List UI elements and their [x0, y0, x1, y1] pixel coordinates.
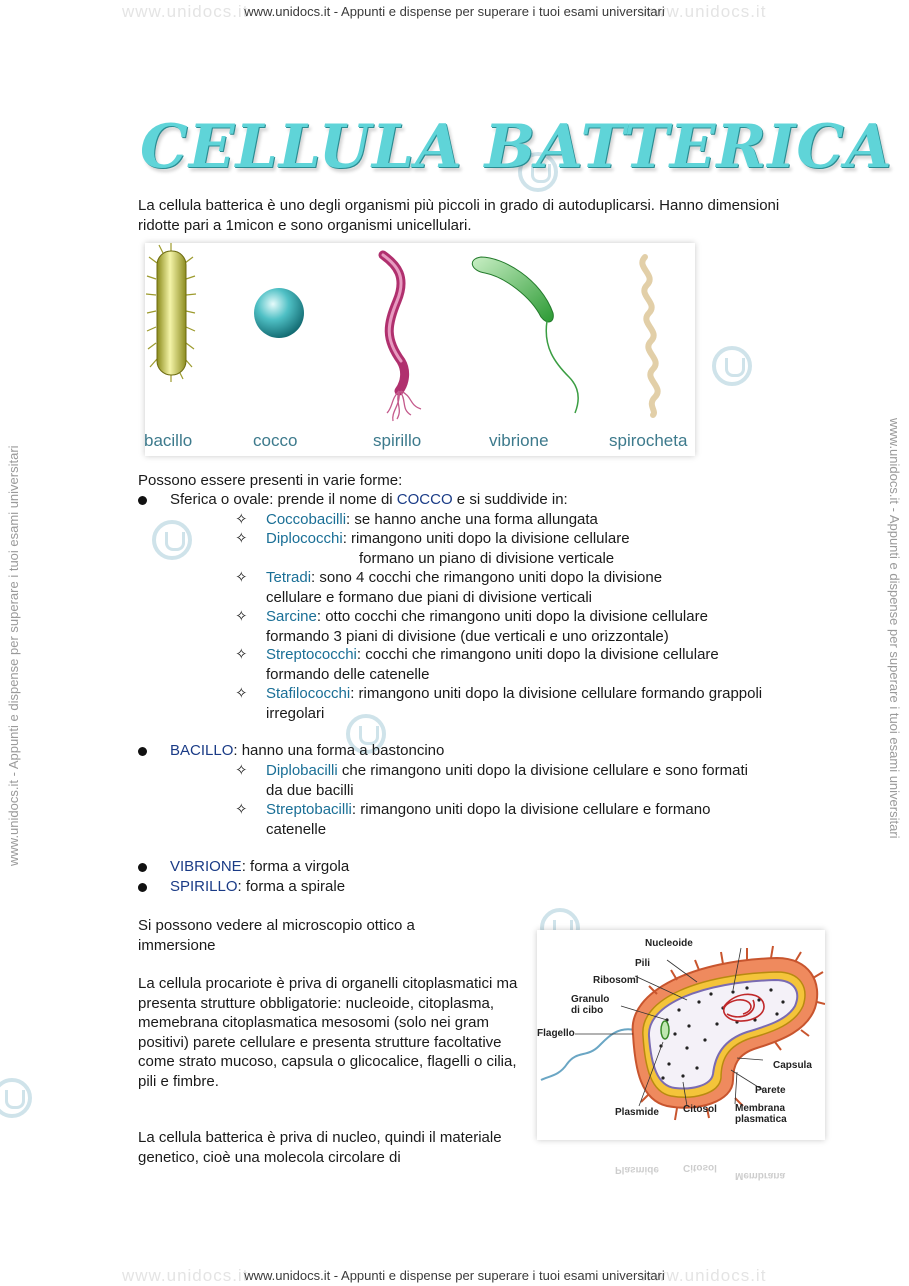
- right-side-watermark: www.unidocs.it - Appunti e dispense per superare i tuoi esami universitari: [887, 418, 902, 839]
- watermark-logo-icon: [0, 1078, 32, 1118]
- forms-intro: Possono essere presenti in varie forme:: [138, 472, 403, 489]
- label-pili: Pili: [635, 958, 651, 969]
- watermark-logo-icon: [152, 520, 192, 560]
- label-cocco: cocco: [253, 431, 298, 450]
- bacillo-shape: [146, 243, 196, 382]
- label-plasmide: Plasmide: [615, 1107, 659, 1118]
- bullet-dot: [138, 496, 147, 505]
- label-flagello: Flagello: [537, 1028, 575, 1039]
- label-granulo: Granulo di cibo: [571, 994, 610, 1016]
- cocco-shape: [254, 288, 304, 338]
- diagram-reflection: Plasmide Citosol Membrana: [615, 1162, 786, 1181]
- bullet-dot: [138, 883, 147, 892]
- intro-paragraph: La cellula batterica è uno degli organismi più piccoli in grado di autoduplicarsi. Hanno dimensioni ridotte pari a 1micon e sono organismi unicellulari.: [138, 197, 780, 234]
- label-citosol: Citosol: [683, 1104, 717, 1115]
- label-capsula: Capsula: [773, 1060, 812, 1071]
- header-watermark: www.unidocs.it - Appunti e dispense per superare i tuoi esami universitari: [244, 4, 665, 19]
- footer-watermark: www.unidocs.it - Appunti e dispense per superare i tuoi esami universitari: [244, 1268, 665, 1283]
- label-bacillo: bacillo: [144, 431, 193, 450]
- header-bg-watermark-right: www.unidocs.it: [640, 2, 767, 21]
- star-bullet-icon: ✧: [235, 762, 248, 779]
- label-vibrione: vibrione: [489, 431, 549, 450]
- paragraph-procariote: La cellula procariote è priva di organelli citoplasmatici ma presenta strutture obbligatorie: nucleoide, citoplasma, memebrana citoplasmatica mesosomi (solo nei gram positivi) parete cellulare e presenta strutture facoltative come strato mucoso, capsula o glicocalice, flagelli o cilia, pili e fimbre.: [138, 975, 518, 1090]
- vibrione-shape: [472, 257, 578, 413]
- keyword-vibrione: VIBRIONE: [170, 858, 242, 875]
- paragraph-microscope: Si possono vedere al microscopio ottico a immersione: [138, 917, 415, 954]
- bullet-dot: [138, 747, 147, 756]
- spirocheta-shape: [642, 257, 657, 415]
- bacteria-forms-illustration: [145, 243, 695, 433]
- star-bullet-icon: ✧: [235, 569, 248, 586]
- watermark-logo-icon: [712, 346, 752, 386]
- footer-bg-watermark-left: www.unidocs.it: [122, 1266, 249, 1285]
- bacteria-forms-figure: [145, 243, 695, 456]
- spirillo-shape: [383, 255, 421, 421]
- left-side-watermark: www.unidocs.it - Appunti e dispense per superare i tuoi esami universitari: [6, 445, 21, 866]
- page-title: CELLULA BATTERICA: [140, 112, 893, 182]
- star-bullet-icon: ✧: [235, 530, 248, 547]
- label-ribosomi: Ribosomi: [593, 975, 639, 986]
- star-bullet-icon: ✧: [235, 801, 248, 818]
- label-spirillo: spirillo: [373, 431, 422, 450]
- keyword-bacillo: BACILLO: [170, 742, 234, 759]
- footer-bg-watermark-right: www.unidocs.it: [640, 1266, 767, 1285]
- label-spirocheta: spirocheta: [609, 431, 688, 450]
- label-nucleoide: Nucleoide: [645, 938, 693, 949]
- prokaryote-cell-diagram: [537, 930, 825, 1140]
- header-bg-watermark-left: www.unidocs.it: [122, 2, 249, 21]
- paragraph-nucleo: La cellula batterica è priva di nucleo, quindi il materiale genetico, cioè una molecola circolare di: [138, 1129, 502, 1166]
- label-membrana: Membrana plasmatica: [735, 1103, 787, 1125]
- star-bullet-icon: ✧: [235, 646, 248, 663]
- keyword-spirillo: SPIRILLO: [170, 878, 238, 895]
- label-parete: Parete: [755, 1085, 786, 1096]
- star-bullet-icon: ✧: [235, 685, 248, 702]
- keyword-cocco: COCCO: [396, 491, 453, 508]
- bullet-dot: [138, 863, 147, 872]
- star-bullet-icon: ✧: [235, 511, 248, 528]
- star-bullet-icon: ✧: [235, 608, 248, 625]
